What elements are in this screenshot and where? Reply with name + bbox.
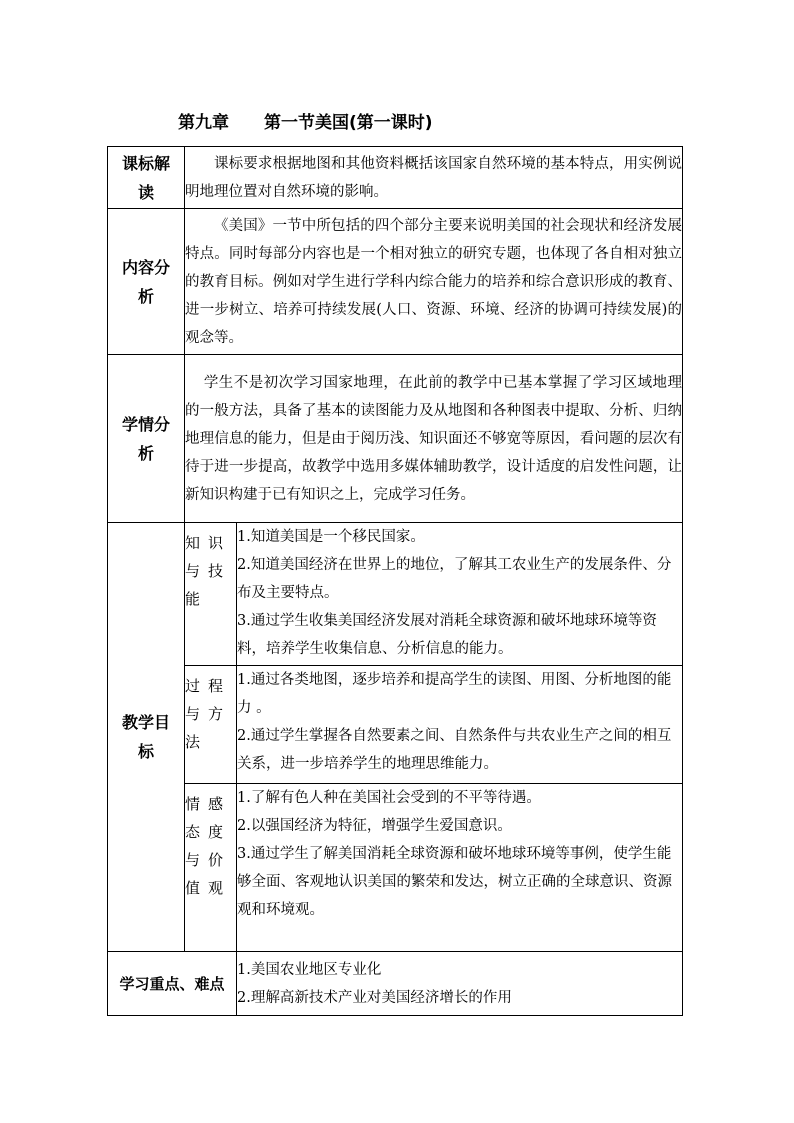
process-item: 2.通过学生掌握各自然要素之间、自然条件与共农业生产之间的相互关系，进一步培养学生的地理思维能力。: [237, 728, 672, 772]
students-header: 学情分析: [121, 414, 170, 463]
attitude-item: 3.通过学生了解美国消耗全球资源和破坏地球环境等事例，使学生能够全面、客观地认识美国的繁荣和发达，树立正确的全球意识、资源观和环境观。: [237, 846, 672, 918]
process-label: 过程与方法: [185, 677, 232, 751]
content-row: [108, 209, 683, 355]
curriculum-header: 课标解读: [121, 153, 170, 202]
attitude-item: 2.以强国经济为特征，增强学生爱国意识。: [237, 818, 512, 834]
objectives-knowledge-row: [108, 523, 683, 666]
knowledge-item: 2.知道美国经济在世界上的地位，了解其工农业生产的发展条件、分布及主要特点。: [237, 557, 672, 601]
curriculum-row: [108, 147, 683, 209]
attitude-items: [237, 784, 683, 952]
process-item: 1.通过各类地图，逐步培养和提高学生的读图、用图、分析地图的能力 。: [237, 672, 672, 716]
knowledge-label: 知识与技能: [185, 534, 232, 608]
focus-header: 学习重点、难点: [108, 952, 237, 1016]
section-title: 第一节美国(第一课时): [264, 113, 433, 133]
process-label-cell: [185, 666, 237, 784]
content-header-cell: [108, 209, 185, 355]
objectives-process-row: [108, 666, 683, 784]
focus-items: [237, 952, 683, 1016]
attitude-item: 1.了解有色人种在美国社会受到的不平等待遇。: [237, 790, 541, 806]
content-text: 《美国》一节中所包括的四个部分主要来说明美国的社会现状和经济发展特点。同时每部分内容也是一个相对独立的研究专题，也体现了各自相对独立的教育目标。例如对学生进行学科内综合能力的培养和综合意识形成的教育、进一步树立、培养可持续发展(人口、资源、环境、经济的协调可持续发展)的观念等。: [185, 209, 683, 355]
objectives-attitude-row: [108, 784, 683, 952]
focus-item: 2.理解高新技术产业对美国经济增长的作用: [237, 989, 512, 1006]
knowledge-items: [237, 523, 683, 666]
knowledge-label-cell: [185, 523, 237, 666]
focus-row: [108, 952, 683, 1016]
curriculum-text: 课标要求根据地图和其他资料概括该国家自然环境的基本特点，用实例说明地理位置对自然环境的影响。: [185, 147, 683, 209]
focus-item: 1.美国农业地区专业化: [237, 961, 382, 978]
process-items: [237, 666, 683, 784]
objectives-header: 教学目标: [121, 713, 170, 761]
content-header: 内容分析: [121, 257, 170, 306]
students-header-cell: [108, 355, 185, 523]
knowledge-item: 1.知道美国是一个移民国家。: [237, 529, 425, 545]
attitude-label: 情感态度与价值观: [185, 795, 232, 897]
students-text: 学生不是初次学习国家地理，在此前的教学中已基本掌握了学习区域地理的一般方法，具备了基本的读图能力及从地图和各种图表中提取、分析、归纳地理信息的能力，但是由于阅历浅、知识面还不够宽等原因，看问题的层次有待于进一步提高，故教学中选用多媒体辅助教学，设计适度的启发性问题，让新知识构建于已有知识之上，完成学习任务。: [185, 355, 683, 523]
students-row: [108, 355, 683, 523]
lesson-plan-table: [107, 146, 683, 1016]
objectives-header-cell: [108, 523, 185, 952]
curriculum-header-cell: [108, 147, 185, 209]
knowledge-item: 3.通过学生收集美国经济发展对消耗全球资源和破坏地球环境等资料，培养学生收集信息、分析信息的能力。: [237, 613, 657, 657]
chapter-title: 第九章: [178, 113, 229, 133]
attitude-label-cell: [185, 784, 237, 952]
